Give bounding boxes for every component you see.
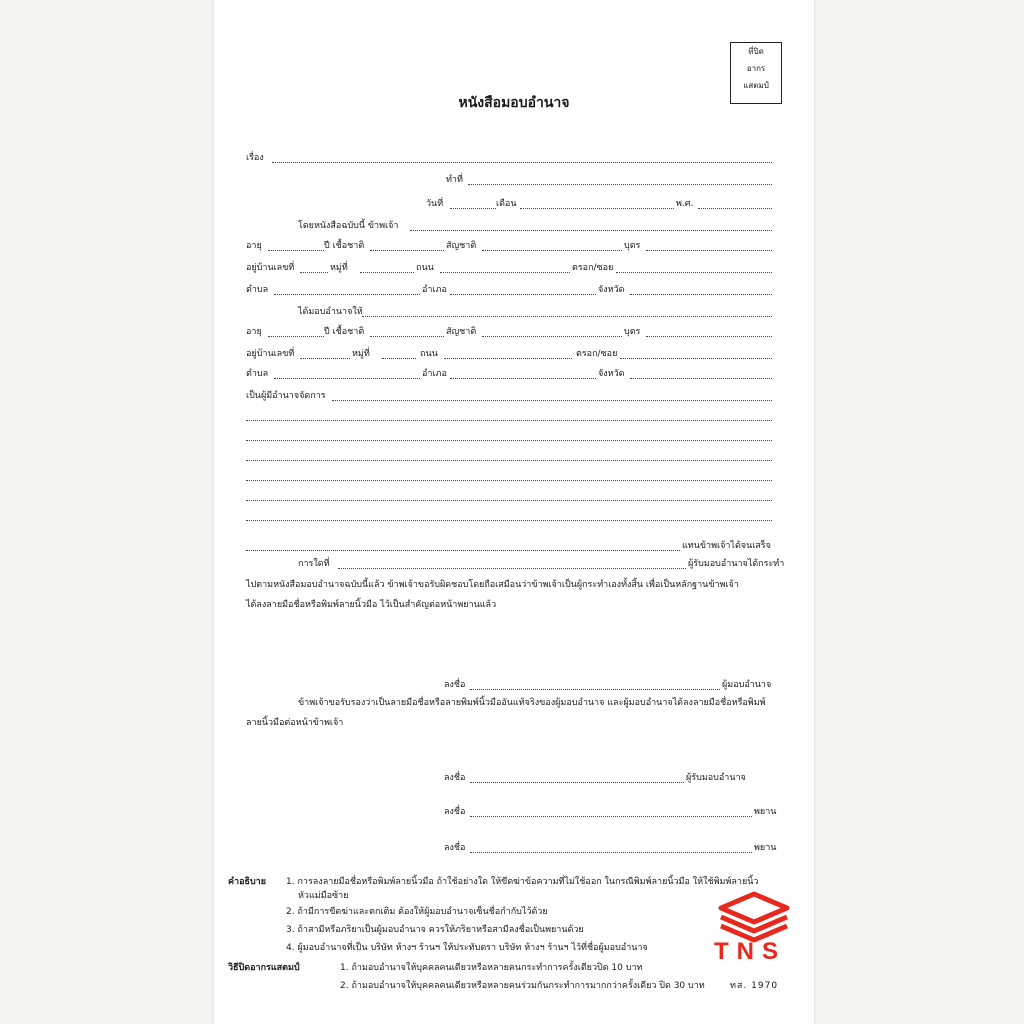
notes-heading: คำอธิบาย	[228, 877, 267, 887]
witness1-sign-label: ลงชื่อ	[444, 807, 466, 817]
grantor-name-field[interactable]	[410, 230, 772, 231]
grantee-did-label: ผู้รับมอบอำนาจได้กระทำ	[688, 559, 785, 569]
authorized-field-7[interactable]	[246, 520, 772, 521]
grantee-house-field[interactable]	[300, 358, 350, 359]
act-field[interactable]	[338, 568, 686, 569]
grantor-intro-label: โดยหนังสือฉบับนี้ ข้าพเจ้า	[298, 221, 399, 231]
para1-line2: ได้ลงลายมือชื่อหรือพิมพ์ลายนิ้วมือ ไว้เป็นสำคัญต่อหน้าพยานแล้ว	[246, 600, 497, 610]
grantor-age-label: อายุ	[246, 241, 262, 251]
authorized-field-8[interactable]	[246, 550, 680, 551]
grantee-road-field[interactable]	[444, 358, 572, 359]
grantor-race-field[interactable]	[370, 250, 444, 251]
grantor-road-field[interactable]	[440, 272, 570, 273]
on-behalf-label: แทนข้าพเจ้าได้จนเสร็จ	[682, 541, 771, 551]
grantor-sign-label: ลงชื่อ	[444, 680, 466, 690]
stamp-line-2: อากร	[746, 64, 766, 73]
witness2-role: พยาน	[754, 843, 777, 853]
grantee-province-label: จังหวัด	[598, 369, 625, 379]
grantee-alley-label: ตรอก/ซอย	[576, 349, 618, 359]
grantee-moo-field[interactable]	[382, 358, 416, 359]
grantee-road-label: ถนน	[420, 349, 438, 359]
grantee-age-label: อายุ	[246, 327, 262, 337]
grantee-sign-label: ลงชื่อ	[444, 773, 466, 783]
grantee-race-field[interactable]	[370, 336, 444, 337]
grantee-race-label: ปี เชื้อชาติ	[324, 327, 365, 337]
grantee-child-label: บุตร	[624, 327, 641, 337]
grantee-house-label: อยู่บ้านเลขที่	[246, 349, 295, 359]
note-3: 3. ถ้าสามีหรือภริยาเป็นผู้มอบอำนาจ ควรให้ภริยาหรือสามีลงชื่อเป็นพยานด้วย	[286, 925, 584, 935]
authorized-field-5[interactable]	[246, 480, 772, 481]
grantee-tambon-field[interactable]	[274, 378, 420, 379]
grantee-child-field[interactable]	[646, 336, 772, 337]
authorized-field-3[interactable]	[246, 440, 772, 441]
grantor-alley-label: ตรอก/ซอย	[572, 263, 614, 273]
grantor-tambon-label: ตำบล	[246, 285, 269, 295]
note-1b: หัวแม่มือซ้าย	[298, 891, 349, 901]
authorized-field-1[interactable]	[332, 400, 772, 401]
grantor-amphoe-label: อำเภอ	[422, 285, 447, 295]
grantee-nationality-label: สัญชาติ	[446, 327, 477, 337]
grantor-province-label: จังหวัด	[598, 285, 625, 295]
authorized-field-2[interactable]	[246, 420, 772, 421]
grantee-signature-field[interactable]	[470, 782, 684, 783]
grantor-sign-role: ผู้มอบอำนาจ	[722, 680, 772, 690]
witness2-signature-field[interactable]	[470, 852, 752, 853]
stamp-line-1: ที่ปิด	[748, 47, 764, 56]
grantee-sign-role: ผู้รับมอบอำนาจ	[686, 773, 746, 783]
year-field[interactable]	[698, 208, 772, 209]
grantor-moo-field[interactable]	[360, 272, 414, 273]
witness1-signature-field[interactable]	[470, 816, 752, 817]
grantor-moo-label: หมู่ที่	[330, 263, 348, 273]
subject-field[interactable]	[272, 162, 772, 163]
grantor-child-field[interactable]	[646, 250, 772, 251]
certify-line2: ลายนิ้วมือต่อหน้าข้าพเจ้า	[246, 718, 344, 728]
at-field[interactable]	[468, 184, 772, 185]
stamp-method-1: 1. ถ้ามอบอำนาจให้บุคคลคนเดียวหรือหลายคนกระทำการครั้งเดียวปิด 10 บาท	[340, 963, 643, 973]
grantor-race-label: ปี เชื้อชาติ	[324, 241, 365, 251]
witness2-sign-label: ลงชื่อ	[444, 843, 466, 853]
grantor-road-label: ถนน	[416, 263, 434, 273]
witness1-role: พยาน	[754, 807, 777, 817]
authorized-field-4[interactable]	[246, 460, 772, 461]
date-label: วันที่	[426, 199, 444, 209]
grantee-nationality-field[interactable]	[482, 336, 622, 337]
certify-line1: ข้าพเจ้าขอรับรองว่าเป็นลายมือชื่อหรือลายพิมพ์นิ้วมืออันแท้จริงของผู้มอบอำนาจ และผู้มอบอำนาจได้ลงลายมือชื่อหรือพิมพ์	[298, 698, 766, 708]
grantee-alley-field[interactable]	[620, 358, 772, 359]
grantee-amphoe-label: อำเภอ	[422, 369, 447, 379]
authorized-label: เป็นผู้มีอำนาจจัดการ	[246, 391, 326, 401]
grantor-age-field[interactable]	[268, 250, 324, 251]
at-label: ทำที่	[446, 175, 463, 185]
grantor-alley-field[interactable]	[616, 272, 772, 273]
grantor-tambon-field[interactable]	[274, 294, 420, 295]
grantee-age-field[interactable]	[268, 336, 324, 337]
grantee-name-field[interactable]	[362, 316, 772, 317]
form-code: ทส. 1970	[730, 981, 779, 991]
note-1a: 1. การลงลายมือชื่อหรือพิมพ์ลายนิ้วมือ ถ้าใช้อย่างใด ให้ขีดฆ่าข้อความที่ไม่ใช้ออก ในกรณีพิมพ์ลายนิ้วมือ ให้ใช้พิมพ์ลายนิ้ว	[286, 877, 759, 887]
grantor-nationality-field[interactable]	[482, 250, 622, 251]
month-label: เดือน	[496, 199, 517, 209]
stamp-line-3: แสตมป์	[743, 81, 769, 90]
grantee-amphoe-field[interactable]	[450, 378, 596, 379]
tns-logo-icon	[709, 890, 799, 980]
grantee-tambon-label: ตำบล	[246, 369, 269, 379]
page-title: หนังสือมอบอำนาจ	[458, 95, 570, 111]
date-field[interactable]	[450, 208, 496, 209]
grantor-child-label: บุตร	[624, 241, 641, 251]
grantor-nationality-label: สัญชาติ	[446, 241, 477, 251]
grantor-house-label: อยู่บ้านเลขที่	[246, 263, 295, 273]
act-label: การใดที่	[298, 559, 330, 569]
grantor-house-field[interactable]	[300, 272, 328, 273]
authorized-field-6[interactable]	[246, 500, 772, 501]
grantee-intro-label: ได้มอบอำนาจให้	[298, 307, 363, 317]
grantor-province-field[interactable]	[630, 294, 772, 295]
year-label: พ.ศ.	[676, 199, 694, 209]
note-2: 2. ถ้ามีการขีดฆ่าและตกเติม ต้องให้ผู้มอบอำนาจเซ็นชื่อกำกับไว้ด้วย	[286, 907, 548, 917]
month-field[interactable]	[520, 208, 674, 209]
form-page	[214, 0, 814, 1024]
grantee-moo-label: หมู่ที่	[352, 349, 370, 359]
stamp-method-2: 2. ถ้ามอบอำนาจให้บุคคลคนเดียวหรือหลายคนร่วมกันกระทำการมากกว่าครั้งเดียว ปิด 30 บาท	[340, 981, 705, 991]
subject-label: เรื่อง	[246, 153, 264, 163]
stamp-method-heading: วิธีปิดอากรแสตมป์	[228, 963, 300, 973]
grantor-signature-field[interactable]	[470, 689, 720, 690]
tns-logo-text: TNS	[714, 938, 786, 965]
note-4: 4. ผู้มอบอำนาจที่เป็น บริษัท ห้างฯ ร้านฯ ให้ประทับตรา บริษัท ห้างฯ ร้านฯ ไว้ที่ชื่อผู้มอบอำนาจ	[286, 943, 648, 953]
grantee-province-field[interactable]	[630, 378, 772, 379]
grantor-amphoe-field[interactable]	[450, 294, 596, 295]
para1-line1: ไปตามหนังสือมอบอำนาจฉบับนี้แล้ว ข้าพเจ้าขอรับผิดชอบโดยถือเสมือนว่าข้าพเจ้าเป็นผู้กระทำเองทั้งสิ้น เพื่อเป็นหลักฐานข้าพเจ้า	[246, 580, 739, 590]
